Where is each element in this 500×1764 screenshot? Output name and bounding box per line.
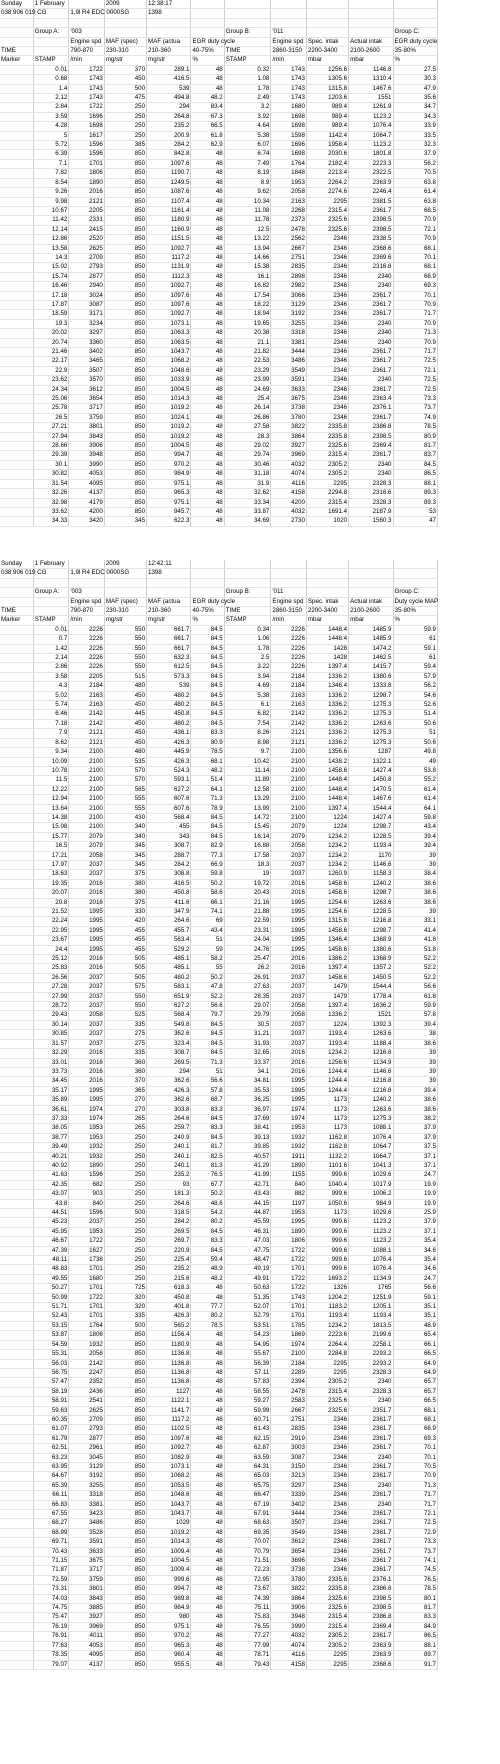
column-title-row: Engine spd MAF (spec) MAF (actua EGR duty cycle Engine spd Spec. intak Actual intak Duty cycle MAP — [0, 597, 438, 606]
group-row: Group A: '003 Group B: '011 Group C: — [0, 28, 438, 37]
table-row: 7.9 2121 450 436.1 83.3 8.26 2121 1336.2 1275.3 51 — [0, 729, 438, 738]
table-row: 47.39 1627 250 220.9 84.5 47.75 1722 999.6 1088.1 34.6 — [0, 1246, 438, 1255]
table-row: 29.43 2058 525 568.4 79.7 29.79 2058 1336.2 1521 57.8 — [0, 1011, 438, 1020]
table-row: 54.59 1932 850 1180.9 48 54.95 1974 2264.4 2258.1 66.1 — [0, 1340, 438, 1349]
table-row: 6.39 1596 850 842.8 48 6.74 1698 2030.6 1801.8 37.9 — [0, 150, 438, 159]
table-row: 21.52 1995 330 347.9 74.1 21.88 1995 1254.6 1228.5 39 — [0, 908, 438, 917]
table-row: 2.14 2226 550 632.3 84.5 2.5 2226 1428 1462.5 61 — [0, 654, 438, 663]
table-row: 0.7 2226 550 661.7 84.5 1.06 2226 1448.4 1485.9 61 — [0, 635, 438, 644]
table-row: 21.46 3402 850 1043.7 48 21.82 3444 2346 2361.7 71.7 — [0, 348, 438, 357]
blank-row — [0, 18, 438, 27]
table-row: 14.38 2100 430 568.4 84.5 14.72 2100 1224 1427.4 59.8 — [0, 813, 438, 822]
table-row: 7.82 1806 850 1190.7 48 8.19 1848 2213.4 2322.5 70.5 — [0, 169, 438, 178]
table-row: 30.82 4053 850 984.9 48 31.18 4074 2305.2 2340 86.5 — [0, 470, 438, 479]
table-row: 63.95 3129 850 1073.1 48 64.31 3150 2346 2361.7 70.5 — [0, 1462, 438, 1471]
table-row: 16.5 2079 345 308.7 82.9 16.88 2058 1234.2 1193.4 39.4 — [0, 842, 438, 851]
table-row: 39.49 1932 250 240.1 81.7 39.85 1932 1162.8 1064.7 37.5 — [0, 1143, 438, 1152]
table-row: 57.47 2352 850 1136.8 48 57.83 2394 2305.2 2340 65.7 — [0, 1378, 438, 1387]
table-row: 75.47 3927 850 980 48 75.83 3948 2315.4 2386.8 83.3 — [0, 1613, 438, 1622]
table-row: 3.59 1696 250 264.8 67.3 3.92 1698 989.4 1123.2 34.3 — [0, 112, 438, 121]
table-row: 40.92 1890 250 240.1 81.3 41.29 1890 1101.6 1041.3 37.1 — [0, 1161, 438, 1170]
table-row: 1.42 2226 550 661.7 84.5 1.78 2226 1428 1474.2 59.1 — [0, 644, 438, 653]
table-row: 15.74 2877 850 1112.3 48 16.1 2898 2346 2340 68.9 — [0, 272, 438, 281]
table-row: 23.62 3570 850 1033.9 48 23.99 3591 2346 2340 72.5 — [0, 376, 438, 385]
column-title-row: Engine spd MAF (spec) MAF (actua EGR duty cycle Engine spd Spec. intak Actual intak EGR duty cycle — [0, 37, 438, 46]
table-row: 12.22 2100 565 627.2 64.1 12.58 2100 1448.4 1470.5 61.4 — [0, 785, 438, 794]
table-row: 12.14 2415 850 1160.9 48 12.5 2478 2325.6 2398.5 72.1 — [0, 225, 438, 234]
table-row: 37.33 1974 265 264.6 84.5 37.69 1974 1173 1275.3 38.2 — [0, 1114, 438, 1123]
table-row: 30.85 2037 275 362.6 84.5 31.21 2037 1193.4 1263.6 38 — [0, 1030, 438, 1039]
table-row: 74.03 3843 850 989.8 48 74.39 3864 2325.6 2398.5 80.1 — [0, 1594, 438, 1603]
table-row: 38.77 1953 250 240.9 84.5 39.13 1932 1162.8 1076.4 37.9 — [0, 1133, 438, 1142]
table-row: 15.77 2079 340 343 84.5 16.14 2079 1234.2 1228.5 39.4 — [0, 832, 438, 841]
table-row: 65.39 3255 850 1053.5 48 65.75 3297 2346 2340 71.3 — [0, 1481, 438, 1490]
table-row: 28.66 3906 850 1004.5 48 29.02 3927 2325.6 2369.4 81.7 — [0, 442, 438, 451]
table-row: 66.11 3318 850 1048.6 48 66.47 3339 2346 2361.7 71.7 — [0, 1491, 438, 1500]
table-row: 4.28 1698 250 235.2 66.5 4.64 1698 989.4 1076.4 33.9 — [0, 122, 438, 131]
table-row: 58.91 2541 850 1122.1 48 59.27 2583 2325.6 2340 66.5 — [0, 1397, 438, 1406]
table-row: 53.15 1764 500 565.2 78.5 53.51 1785 1234.2 1813.5 48.9 — [0, 1321, 438, 1330]
table-row: 56.03 2142 850 1136.8 48 56.39 2184 2295 2293.2 64.9 — [0, 1359, 438, 1368]
table-row: 67.55 3423 850 1043.7 48 67.91 3444 2346 2361.7 72.1 — [0, 1510, 438, 1519]
table-row: 70.43 3633 850 1009.4 48 70.79 3654 2346 2361.7 73.7 — [0, 1547, 438, 1556]
table-row: 35.89 1995 270 362.6 68.7 36.25 1995 1173 1240.2 38.6 — [0, 1096, 438, 1105]
table-row: 28.72 2037 550 627.2 56.6 29.07 2058 1397.4 1636.2 59.9 — [0, 1002, 438, 1011]
table-row: 26.5 3759 850 1024.1 48 26.86 3780 2346 2361.7 74.9 — [0, 413, 438, 422]
table-row: 46.67 1722 250 269.7 83.3 47.03 1806 999.6 1123.2 35.4 — [0, 1237, 438, 1246]
table-row: 7.18 2142 450 480.2 84.5 7.54 2142 1336.2 1263.6 50.6 — [0, 719, 438, 728]
table-row: 12.86 2520 850 1151.5 48 13.22 2562 2346 2338.5 70.9 — [0, 235, 438, 244]
table-row: 18.63 2037 375 308.8 59.8 19 2037 1260.9 1158.3 38.4 — [0, 870, 438, 879]
table-row: 10.09 2100 535 426.3 68.1 10.42 2100 1438.2 1322.1 49 — [0, 757, 438, 766]
table-row: 0.01 1722 370 289.1 48 0.32 1743 1256.6 1146.8 27.5 — [0, 65, 438, 74]
table-row: 50.27 1701 725 618.3 48 50.63 1722 1326 1765 56.6 — [0, 1284, 438, 1293]
table-row: 17.87 3087 850 1097.6 48 18.22 3129 2346 2361.7 70.9 — [0, 300, 438, 309]
table-row: 8.54 1890 850 1249.5 48 8.9 1953 2264.2 2363.9 63.8 — [0, 178, 438, 187]
table-row: 49.55 1680 250 215.6 48.2 49.91 1722 1693.2 1134.9 24.7 — [0, 1274, 438, 1283]
table-row: 10.78 2100 570 524.3 48.2 11.14 2100 1458.6 1427.4 53.8 — [0, 766, 438, 775]
blank-row — [0, 578, 438, 587]
table-row: 56.75 2247 850 1136.8 48 57.11 2289 2295 2328.3 64.9 — [0, 1368, 438, 1377]
table-row: 35.17 1995 365 426.3 57.8 35.53 1995 1244.4 1216.8 39.4 — [0, 1086, 438, 1095]
table-row: 61.07 2793 850 1102.5 48 61.43 2835 2346 2361.7 68.9 — [0, 1425, 438, 1434]
table-row: 55.31 2058 850 1136.8 48 55.67 2100 2284.8 2293.2 66.5 — [0, 1350, 438, 1359]
table-row: 53.87 1806 850 1156.4 48 54.23 1869 2223.6 2199.6 65.4 — [0, 1331, 438, 1340]
table-row: 44.51 1596 500 318.5 54.2 44.87 1953 1173 1029.6 25.9 — [0, 1209, 438, 1218]
log-table — [0, 560, 438, 1670]
table-row: 4.3 2184 480 539 84.5 4.69 2184 1346.4 1333.8 56.2 — [0, 682, 438, 691]
table-row: 20.02 3297 850 1063.3 48 20.38 3318 2346 2340 71.3 — [0, 329, 438, 338]
table-row: 50.99 1722 320 450.8 48 51.35 1743 1204.2 1251.9 59.1 — [0, 1293, 438, 1302]
table-row: 15.08 2100 340 455 84.5 15.45 2079 1224 1298.7 43.4 — [0, 823, 438, 832]
table-row: 34.33 3420 345 622.3 48 34.69 2730 1020 1560.3 47 — [0, 517, 438, 526]
units-row: Marker STAMP /min mg/str mg/str % STAMP /min mbar mbar % — [0, 616, 438, 625]
range-row: TIME 790-870 230-310 210-360 40-75% TIME 2860-3150 2200-3400 2100-2600 35-80% — [0, 47, 438, 56]
table-row: 9.26 2016 850 1087.6 48 9.62 2058 2274.6 2246.4 61.4 — [0, 188, 438, 197]
header-ecu-row: 038 906 019 CG 1,9l R4 EDC 0000SG 1398 — [0, 9, 438, 18]
table-row: 66.83 3381 850 1043.7 48 67.19 3402 2346 2340 71.7 — [0, 1500, 438, 1509]
table-row: 25.12 2016 505 485.1 58.2 25.47 2016 1386.2 1368.9 52.2 — [0, 955, 438, 964]
table-row: 5.02 2163 450 480.2 84.5 5.38 2163 1336.2 1298.7 54.6 — [0, 691, 438, 700]
log-block-1 — [0, 0, 438, 527]
group-row: Group A: '003 Group B: '011 Group C: — [0, 588, 438, 597]
table-row: 5.72 1596 385 284.2 62.9 6.07 1696 1958.4 1123.2 32.3 — [0, 141, 438, 150]
table-row: 61.79 2877 850 1097.6 48 62.15 2919 2346 2361.7 69.3 — [0, 1434, 438, 1443]
table-row: 25.83 2016 505 485.1 55 26.2 2016 1397.4 1357.2 52.2 — [0, 964, 438, 973]
table-row: 33.62 4200 850 945.7 48 33.87 4032 1691.4 2187.9 53 — [0, 507, 438, 516]
table-row: 11.42 2331 850 1180.9 48 11.78 2373 2325.6 2398.5 70.9 — [0, 216, 438, 225]
table-row: 42.35 682 250 93 67.7 42.71 840 1040.4 1017.9 19.9 — [0, 1180, 438, 1189]
table-row: 59.63 2625 850 1141.7 48 59.99 2667 2325.6 2351.7 68.1 — [0, 1406, 438, 1415]
table-row: 19.35 2016 380 416.5 50.2 19.72 2016 1458.6 1240.2 38.6 — [0, 879, 438, 888]
table-row: 64.67 3192 850 1068.2 48 65.03 3213 2346 2361.7 70.9 — [0, 1472, 438, 1481]
table-row: 58.19 2436 850 1127 48 58.55 2478 2315.4 2328.3 65.7 — [0, 1387, 438, 1396]
table-row: 32.98 4179 850 975.1 48 33.34 4200 2315.4 2328.3 89.3 — [0, 498, 438, 507]
table-row: 33.01 2016 360 269.5 71.3 33.37 2016 1256.6 1134.9 39 — [0, 1058, 438, 1067]
table-row: 73.31 3801 850 994.7 48 73.67 3822 2335.8 2386.8 78.5 — [0, 1585, 438, 1594]
header-ecu-row: 038 906 019 CG 1,9l R4 EDC 0000SG 1398 — [0, 569, 438, 578]
table-row: 17.21 2058 345 288.7 77.3 17.58 2037 1234.2 1170 39 — [0, 851, 438, 860]
table-row: 22.17 3465 850 1068.2 48 22.53 3486 2346 2361.7 72.5 — [0, 357, 438, 366]
table-row: 22.24 1995 420 264.6 69 22.59 1995 1315.8 1216.8 33.1 — [0, 917, 438, 926]
table-row: 63.23 3045 850 1082.9 48 63.59 3087 2346 2340 70.1 — [0, 1453, 438, 1462]
table-row: 74.75 3885 850 984.9 48 75.11 3906 2325.6 2398.5 81.7 — [0, 1604, 438, 1613]
table-row: 9.34 2100 480 445.9 78.5 9.7 2100 1356.6 1287 49.8 — [0, 748, 438, 757]
table-row: 48.11 1738 250 225.4 59.4 48.47 1722 999.6 1076.4 35.4 — [0, 1256, 438, 1265]
table-row: 77.63 4053 850 965.3 48 77.99 4074 2305.2 2363.9 88.1 — [0, 1641, 438, 1650]
table-row: 1.4 1743 500 539 48 1.78 1743 1315.8 1467.6 47.9 — [0, 84, 438, 93]
table-row: 22.95 1995 455 455.7 43.4 23.31 1995 1458.6 1298.7 41.4 — [0, 926, 438, 935]
table-row: 62.51 2961 850 1092.7 48 62.87 3003 2346 2361.7 70.1 — [0, 1444, 438, 1453]
table-row: 27.94 3843 850 1019.2 48 28.3 3864 2335.8 2398.5 80.9 — [0, 432, 438, 441]
table-row: 24.4 1995 455 529.2 59 24.76 1995 1458.6 1380.6 51.8 — [0, 945, 438, 954]
table-row: 13.58 2625 850 1092.7 48 13.94 2667 2346 2368.6 68.1 — [0, 244, 438, 253]
table-row: 20.8 2016 375 411.6 66.1 21.16 1995 1254.6 1263.6 38.6 — [0, 898, 438, 907]
table-row: 13.64 2100 555 607.6 78.9 13.99 2100 1397.4 1544.4 64.1 — [0, 804, 438, 813]
table-row: 18.59 3171 850 1092.7 48 18.94 3192 2346 2361.7 71.7 — [0, 310, 438, 319]
table-row: 27.28 2037 575 583.1 47.8 27.63 2037 1479 1544.4 56.6 — [0, 983, 438, 992]
table-row: 25.06 3654 850 1014.3 48 25.4 3675 2346 2363.4 73.3 — [0, 395, 438, 404]
table-row: 43.07 903 250 181.3 50.2 43.43 882 999.6 1006.2 19.9 — [0, 1190, 438, 1199]
table-row: 23.67 1995 455 563.4 51 24.04 1995 1346.4 1368.9 41.8 — [0, 936, 438, 945]
header-date-row: Sunday 1 February 2009 12:42:11 — [0, 560, 438, 569]
table-row: 20.74 3360 850 1063.5 48 21.1 3381 2346 2340 70.9 — [0, 338, 438, 347]
range-row: TIME 790-870 230-310 210-360 40-75% TIME 2860-3150 2200-3400 2100-2600 35-80% — [0, 607, 438, 616]
table-row: 69.71 3591 850 1014.3 48 70.07 3612 2346 2361.7 73.3 — [0, 1538, 438, 1547]
table-row: 12.94 2100 555 607.6 71.3 13.29 2100 1448.4 1467.6 61.4 — [0, 795, 438, 804]
table-row: 51.71 1701 320 401.8 77.7 52.07 1701 1183.2 1205.1 35.1 — [0, 1303, 438, 1312]
table-row: 15.02 2793 850 1131.9 48 15.38 2835 2346 2316.8 68.1 — [0, 263, 438, 272]
table-row: 41.63 1596 250 235.2 76.5 41.99 1155 999.6 1029.6 24.7 — [0, 1171, 438, 1180]
table-row: 2.12 1743 475 494.8 48.2 2.49 1743 1203.6 1551 35.6 — [0, 94, 438, 103]
table-row: 78.35 4095 850 960.4 48 78.71 4116 2295 2363.9 89.7 — [0, 1651, 438, 1660]
table-row: 68.99 3528 850 1019.2 48 69.35 3549 2346 2361.7 72.9 — [0, 1528, 438, 1537]
table-row: 68.27 3486 850 1029 48 68.63 3507 2346 2361.7 72.5 — [0, 1519, 438, 1528]
header-date-row: Sunday 1 February 2009 12:38:17 — [0, 0, 438, 9]
table-row: 24.34 3612 850 1004.5 48 24.69 3633 2346 2361.7 72.5 — [0, 385, 438, 394]
table-row: 2.86 2226 550 612.5 84.5 3.22 2226 1397.4 1415.7 59.4 — [0, 663, 438, 672]
table-row: 27.21 3801 850 1019.2 48 27.58 3822 2335.8 2386.8 78.5 — [0, 423, 438, 432]
table-row: 0.01 2226 550 661.7 84.5 0.34 2226 1448.4 1485.9 59.9 — [0, 625, 438, 634]
table-row: 2.84 1722 250 294 83.4 3.2 1680 989.4 1261.9 34.7 — [0, 103, 438, 112]
table-row: 8.62 2121 450 426.3 80.9 8.98 2121 1336.2 1275.3 50.6 — [0, 738, 438, 747]
table-row: 30.1 3990 850 970.2 48 30.46 4032 2305.2 2340 84.5 — [0, 460, 438, 469]
table-row: 17.97 2037 345 284.2 66.9 18.3 2037 1234.2 1146.6 39 — [0, 860, 438, 869]
table-row: 22.9 3507 850 1048.6 48 23.29 3549 2346 2361.7 72.1 — [0, 366, 438, 375]
table-row: 71.15 3675 850 1004.5 48 71.51 3696 2346 2361.7 74.1 — [0, 1557, 438, 1566]
table-row: 33.73 2016 360 294 51 34.1 2016 1244.4 1146.6 39 — [0, 1067, 438, 1076]
table-row: 60.35 2709 850 1117.2 48 60.71 2751 2346 2361.7 68.1 — [0, 1415, 438, 1424]
table-row: 19.3 3234 850 1073.1 48 19.65 3255 2346 2340 70.9 — [0, 319, 438, 328]
table-row: 10.67 2205 850 1161.4 48 11.08 2268 2315.4 2361.7 68.5 — [0, 206, 438, 215]
table-row: 48.83 1701 250 235.2 48.9 49.19 1701 999.6 1076.4 34.6 — [0, 1265, 438, 1274]
table-row: 14.3 2709 850 1117.2 48 14.66 2751 2346 2369.6 70.1 — [0, 253, 438, 262]
table-row: 40.21 1932 250 240.1 82.5 40.57 1911 1132.2 1064.7 37.1 — [0, 1152, 438, 1161]
table-row: 32.29 2016 335 308.7 84.5 32.65 2016 1234.2 1216.8 39 — [0, 1049, 438, 1058]
table-row: 16.46 2940 850 1092.7 48 16.82 2982 2346 2340 69.3 — [0, 282, 438, 291]
table-row: 45.23 2037 250 284.2 80.2 45.59 1995 999.6 1123.2 37.9 — [0, 1218, 438, 1227]
table-row: 31.57 2037 275 323.4 84.5 31.93 2037 1193.4 1188.4 38.6 — [0, 1039, 438, 1048]
units-row: Marker STAMP /min mg/str mg/str % STAMP /min mbar mbar % — [0, 56, 438, 65]
table-row: 25.78 3717 850 1019.2 48 26.14 3738 2346 2376.1 73.7 — [0, 404, 438, 413]
table-row: 29.39 3948 850 994.7 48 29.74 3969 2315.4 2361.7 83.7 — [0, 451, 438, 460]
table-row: 11.5 2100 570 593.1 51.4 11.89 2100 1448.4 1450.8 55.2 — [0, 776, 438, 785]
table-row: 34.45 2016 370 362.6 56.6 34.81 1995 1244.4 1216.8 39 — [0, 1077, 438, 1086]
log-block-2 — [0, 560, 438, 1670]
table-row: 43.8 840 250 264.6 48.6 44.15 1197 1050.6 984.9 19.9 — [0, 1199, 438, 1208]
table-row: 76.91 4011 850 970.2 48 77.27 4032 2305.2 2361.7 86.5 — [0, 1632, 438, 1641]
table-row: 20.07 2016 380 450.8 58.6 20.43 2016 1458.6 1298.7 38.6 — [0, 889, 438, 898]
table-row: 79.07 4137 850 955.5 48 79.43 4158 2295 2368.6 91.7 — [0, 1660, 438, 1669]
table-row: 5 1617 250 200.9 61.8 5.38 1598 1142.4 1064.7 33.5 — [0, 131, 438, 140]
table-row: 26.56 2037 505 480.2 50.2 26.91 2037 1458.6 1450.5 52.2 — [0, 973, 438, 982]
table-row: 5.74 2163 450 480.2 84.5 6.1 2163 1336.2 1275.3 52.6 — [0, 701, 438, 710]
table-row: 27.99 2037 550 651.9 52.2 28.35 2037 1479 1778.4 61.8 — [0, 992, 438, 1001]
table-row: 76.19 3969 850 975.1 48 76.55 3990 2315.4 2369.4 84.9 — [0, 1622, 438, 1631]
table-row: 31.54 4095 850 975.1 48 31.9 4116 2295 2328.3 88.1 — [0, 479, 438, 488]
table-row: 52.43 1701 335 426.3 80.2 52.79 1701 1193.4 1193.4 35.1 — [0, 1312, 438, 1321]
log-table — [0, 0, 438, 527]
table-row: 72.59 3759 850 999.6 48 72.95 3780 2335.8 2376.1 76.5 — [0, 1575, 438, 1584]
table-row: 30.14 2037 335 549.8 84.5 30.5 2037 1224 1392.3 39.4 — [0, 1020, 438, 1029]
table-row: 9.98 2121 850 1107.4 48 10.34 2163 2295 2381.5 63.8 — [0, 197, 438, 206]
table-row: 36.61 1974 270 303.8 83.3 36.97 1974 1173 1263.6 38.6 — [0, 1105, 438, 1114]
table-row: 45.95 1953 250 269.5 84.5 46.31 1890 999.6 1123.2 37.1 — [0, 1227, 438, 1236]
table-row: 6.46 2142 445 450.8 84.5 6.82 2142 1336.2 1275.3 51.4 — [0, 710, 438, 719]
table-row: 38.05 1953 265 259.7 83.3 38.41 1953 1173 1088.1 37.9 — [0, 1124, 438, 1133]
table-row: 17.18 3024 850 1097.6 48 17.54 3066 2346 2361.7 70.1 — [0, 291, 438, 300]
table-row: 0.68 1743 450 416.5 48 1.08 1743 1305.6 1310.4 30.3 — [0, 75, 438, 84]
table-row: 7.1 1701 850 1097.6 48 7.49 1764 2182.4 2223.3 56.2 — [0, 159, 438, 168]
table-row: 3.58 2205 515 573.3 84.5 3.94 2184 1336.2 1380.6 57.9 — [0, 672, 438, 681]
table-row: 32.26 4137 850 965.3 48 32.62 4158 2294.8 2316.6 89.3 — [0, 489, 438, 498]
table-row: 71.87 3717 850 1009.4 48 72.23 3738 2346 2361.7 74.5 — [0, 1566, 438, 1575]
